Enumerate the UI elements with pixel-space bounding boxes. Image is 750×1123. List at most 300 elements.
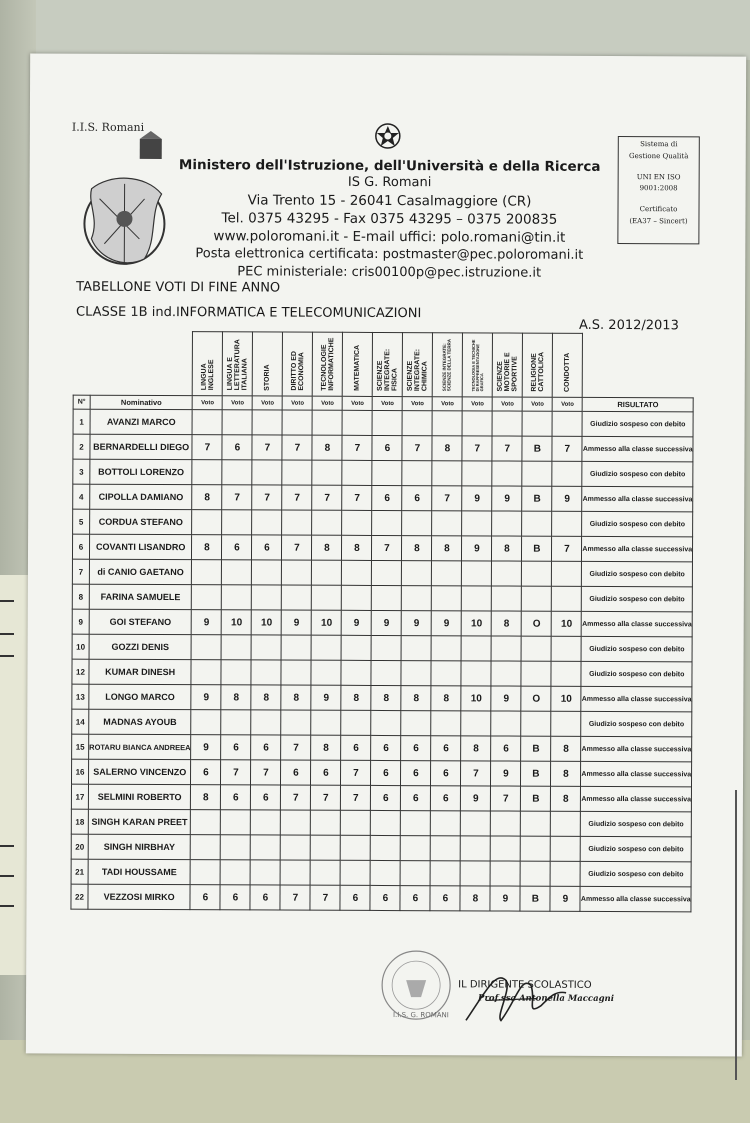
student-name: FARINA SAMUELE	[89, 584, 191, 609]
grade-cell	[431, 711, 461, 736]
grade-cell	[432, 411, 462, 436]
row-index: 5	[73, 509, 90, 534]
grade-cell	[372, 585, 402, 610]
subject-label: CONDOTTA	[563, 352, 572, 392]
grade-cell	[492, 561, 522, 586]
grade-cell: B	[521, 736, 551, 761]
grade-cell	[522, 411, 552, 436]
table-row	[71, 759, 691, 787]
grade-cell: 7	[432, 486, 462, 511]
signature-title: IL DIRIGENTE SCOLASTICO	[458, 979, 592, 991]
grade-cell	[192, 560, 222, 585]
grade-cell: 6	[222, 535, 252, 560]
row-index: 15	[72, 734, 89, 759]
table-row	[72, 559, 692, 587]
grade-cell	[252, 460, 282, 485]
grade-cell: 7	[221, 760, 251, 785]
grade-cell	[402, 461, 432, 486]
grade-cell	[311, 810, 341, 835]
grade-cell: 8	[492, 536, 522, 561]
result-cell: Giudizio sospeso con debito	[581, 711, 692, 736]
grades-table	[70, 331, 694, 913]
grade-cell	[401, 811, 431, 836]
grade-cell: 7	[341, 760, 371, 785]
subject-label: RELIGIONE CATTOLICA	[530, 351, 545, 392]
student-name: ROTARU BIANCA ANDREEA	[89, 734, 191, 759]
quality-line: Sistema di	[640, 140, 678, 149]
grade-cell	[520, 861, 550, 886]
grade-cell	[312, 510, 342, 535]
table-row	[73, 459, 693, 487]
grade-cell: 6	[431, 761, 461, 786]
grade-cell: 8	[461, 736, 491, 761]
grade-cell: 9	[461, 786, 491, 811]
subject-label: DIRITTO ED ECONOMIA	[290, 351, 305, 391]
grade-cell	[522, 511, 552, 536]
grade-cell	[341, 810, 371, 835]
grade-cell: 6	[371, 785, 401, 810]
grade-cell	[430, 861, 460, 886]
subject-header	[403, 333, 433, 397]
grade-cell: 7	[311, 785, 341, 810]
grade-cell: 6	[430, 886, 460, 911]
table-row	[71, 884, 691, 912]
grade-cell: 7	[252, 435, 282, 460]
grade-cell	[282, 460, 312, 485]
grade-cell	[252, 510, 282, 535]
grade-cell: O	[522, 611, 552, 636]
grade-cell	[402, 411, 432, 436]
result-cell: Giudizio sospeso con debito	[581, 636, 692, 661]
grade-cell: 10	[551, 686, 581, 711]
grade-cell: 9	[192, 610, 222, 635]
grade-cell	[222, 510, 252, 535]
grade-cell	[190, 860, 220, 885]
result-cell: Giudizio sospeso con debito	[581, 811, 692, 836]
grade-cell: 9	[491, 761, 521, 786]
grade-cell: 6	[341, 735, 371, 760]
grade-cell	[491, 811, 521, 836]
result-header: RISULTATO	[583, 397, 694, 411]
grade-cell	[461, 811, 491, 836]
voto-header: Voto	[373, 396, 403, 410]
result-cell: Giudizio sospeso con debito	[581, 836, 692, 861]
student-name: SINGH NIRBHAY	[88, 834, 190, 859]
table-row	[72, 584, 692, 612]
grade-cell	[371, 835, 401, 860]
grade-cell	[280, 860, 310, 885]
result-cell: Ammesso alla classe successiva	[581, 686, 692, 711]
grade-cell: 6	[400, 886, 430, 911]
grade-cell	[521, 811, 551, 836]
grade-cell	[491, 661, 521, 686]
table-row	[72, 659, 692, 687]
student-name: VEZZOSI MIRKO	[88, 884, 190, 909]
grade-cell	[492, 586, 522, 611]
grade-cell: 6	[401, 761, 431, 786]
grade-cell	[372, 510, 402, 535]
student-name: KUMAR DINESH	[89, 659, 191, 684]
grade-cell	[462, 561, 492, 586]
grade-cell: 8	[221, 685, 251, 710]
student-name: SALERNO VINCENZO	[88, 759, 190, 784]
result-cell: Ammesso alla classe successiva	[581, 761, 692, 786]
grade-cell	[252, 410, 282, 435]
quality-line: UNI EN ISO	[636, 172, 681, 181]
index-header: N°	[73, 395, 90, 409]
student-name: BERNARDELLI DIEGO	[90, 434, 192, 459]
grade-cell	[342, 585, 372, 610]
grade-cell	[312, 560, 342, 585]
grade-cell: 7	[281, 735, 311, 760]
row-index: 14	[72, 709, 89, 734]
grade-cell: 6	[250, 885, 280, 910]
grade-cell	[462, 586, 492, 611]
grade-cell	[250, 860, 280, 885]
row-index: 8	[72, 584, 89, 609]
quality-certification-box	[617, 136, 699, 244]
school-web: www.poloromani.it - E-mail uffici: polo.romani@tin.it	[213, 228, 566, 246]
voto-header: Voto	[343, 396, 373, 410]
grade-cell	[462, 511, 492, 536]
grade-cell	[191, 660, 221, 685]
grade-cell: 6	[431, 786, 461, 811]
grade-cell: 9	[311, 685, 341, 710]
grade-cell: 8	[342, 535, 372, 560]
grade-cell	[281, 635, 311, 660]
grade-cell	[221, 635, 251, 660]
grade-cell	[521, 711, 551, 736]
grade-cell	[431, 836, 461, 861]
table-row	[71, 834, 691, 862]
row-index: 6	[72, 534, 89, 559]
result-cell: Giudizio sospeso con debito	[582, 411, 693, 436]
grade-cell	[400, 861, 430, 886]
subject-label: TECNOLOGIE INFORMATICHE	[320, 337, 335, 391]
grade-cell: 9	[191, 735, 221, 760]
grade-cell: 7	[461, 761, 491, 786]
wall-background-top	[0, 0, 750, 60]
table-row	[72, 684, 692, 712]
grade-cell: 7	[341, 785, 371, 810]
row-index: 22	[71, 884, 88, 909]
republic-emblem-icon	[373, 120, 403, 152]
grade-cell	[432, 586, 462, 611]
voto-header: Voto	[523, 397, 553, 411]
row-index: 13	[72, 684, 89, 709]
grade-cell	[221, 710, 251, 735]
row-index: 17	[71, 784, 88, 809]
student-name: BOTTOLI LORENZO	[90, 459, 192, 484]
quality-line: Gestione Qualità	[629, 151, 689, 161]
subject-header	[373, 332, 403, 396]
result-cell: Ammesso alla classe successiva	[582, 611, 693, 636]
grade-cell	[552, 461, 582, 486]
voto-header: Voto	[433, 397, 463, 411]
grade-cell	[492, 511, 522, 536]
grade-cell: 7	[222, 485, 252, 510]
result-cell: Giudizio sospeso con debito	[580, 861, 691, 886]
row-index: 7	[72, 559, 89, 584]
grade-cell: B	[522, 436, 552, 461]
grade-cell	[192, 585, 222, 610]
result-cell: Ammesso alla classe successiva	[582, 436, 693, 461]
row-index: 21	[71, 859, 88, 884]
grade-cell: 7	[310, 885, 340, 910]
grade-cell	[550, 861, 580, 886]
grade-cell	[282, 585, 312, 610]
grade-cell: 7	[342, 485, 372, 510]
grade-cell	[462, 411, 492, 436]
document-sheet	[26, 53, 746, 1056]
row-index: 16	[71, 759, 88, 784]
grade-cell: 9	[372, 610, 402, 635]
row-index: 10	[72, 634, 89, 659]
grade-cell	[371, 710, 401, 735]
subject-header	[433, 333, 463, 397]
subject-label: SCIENZE INTEGRATE: SCIENZE DELLA TERRA	[441, 338, 452, 392]
grade-cell: 7	[492, 436, 522, 461]
grade-cell	[251, 810, 281, 835]
grade-cell	[311, 635, 341, 660]
table-row	[73, 509, 693, 537]
grade-cell	[490, 861, 520, 886]
grade-cell: 7	[282, 485, 312, 510]
grade-cell	[432, 561, 462, 586]
grade-cell: 7	[552, 536, 582, 561]
grade-cell: 8	[192, 485, 222, 510]
grade-cell	[552, 511, 582, 536]
grade-cell	[522, 561, 552, 586]
grade-cell	[371, 810, 401, 835]
name-header: Nominativo	[90, 395, 192, 409]
grade-cell	[221, 660, 251, 685]
grade-cell	[551, 711, 581, 736]
grade-cell	[552, 411, 582, 436]
signature-name: Prof.ssa Antonella Maccagni	[478, 993, 614, 1004]
grade-cell	[402, 561, 432, 586]
grade-cell: 8	[311, 735, 341, 760]
grade-cell	[491, 711, 521, 736]
grade-cell: 8	[551, 786, 581, 811]
grade-cell: 6	[371, 760, 401, 785]
grade-cell	[191, 635, 221, 660]
grade-cell	[551, 836, 581, 861]
grade-cell	[401, 661, 431, 686]
voto-header: Voto	[193, 396, 223, 410]
grade-cell: 9	[191, 685, 221, 710]
grade-cell: 9	[282, 610, 312, 635]
result-cell: Ammesso alla classe successiva	[581, 736, 692, 761]
grade-cell: 8	[492, 611, 522, 636]
grade-cell: B	[522, 486, 552, 511]
table-row	[73, 484, 693, 512]
row-index: 4	[73, 484, 90, 509]
row-index: 20	[71, 834, 88, 859]
grade-cell: 10	[222, 610, 252, 635]
grade-cell	[432, 461, 462, 486]
grade-cell	[491, 636, 521, 661]
grade-cell: 6	[252, 535, 282, 560]
ministry-name: Ministero dell'Istruzione, dell'Università e della Ricerca	[178, 157, 601, 175]
grade-cell	[311, 710, 341, 735]
voto-header: Voto	[283, 396, 313, 410]
grade-cell	[342, 460, 372, 485]
grade-cell: B	[520, 886, 550, 911]
grade-cell: B	[521, 761, 551, 786]
grade-cell	[372, 410, 402, 435]
grade-cell: 6	[372, 485, 402, 510]
grade-cell: 9	[462, 486, 492, 511]
grade-cell: 10	[461, 686, 491, 711]
grade-cell	[312, 460, 342, 485]
grade-cell	[522, 586, 552, 611]
grade-cell	[191, 710, 221, 735]
grade-cell	[551, 811, 581, 836]
grade-cell	[222, 460, 252, 485]
grade-cell	[521, 636, 551, 661]
grade-cell: 8	[312, 535, 342, 560]
grade-cell	[401, 636, 431, 661]
grade-cell: 6	[370, 885, 400, 910]
grade-cell	[341, 710, 371, 735]
grade-cell: 8	[312, 435, 342, 460]
grade-cell	[192, 410, 222, 435]
grade-cell	[492, 461, 522, 486]
grade-cell	[281, 710, 311, 735]
grade-cell: 6	[220, 885, 250, 910]
grade-cell	[342, 410, 372, 435]
grade-cell	[491, 836, 521, 861]
subject-label: SCIENZE INTEGRATE: FISICA	[376, 348, 399, 392]
school-pec: Posta elettronica certificata: postmaster@pec.poloromani.it	[195, 246, 584, 263]
grade-cell	[461, 636, 491, 661]
grade-cell	[402, 511, 432, 536]
table-row	[71, 859, 691, 887]
school-pec-ministeriale: PEC ministeriale: cris00100p@pec.istruzione.it	[237, 264, 542, 281]
grade-cell	[432, 511, 462, 536]
grade-cell	[402, 586, 432, 611]
grade-cell	[522, 461, 552, 486]
result-cell: Giudizio sospeso con debito	[582, 511, 693, 536]
grade-cell	[251, 635, 281, 660]
grade-cell	[341, 635, 371, 660]
grade-cell: 7	[462, 436, 492, 461]
grade-cell: 7	[281, 785, 311, 810]
grade-cell: 10	[552, 611, 582, 636]
grade-cell	[282, 560, 312, 585]
grade-cell	[371, 635, 401, 660]
grade-cell: 10	[462, 611, 492, 636]
page-edge-line	[735, 790, 737, 1080]
subject-label: LINGUA E LETTERATURA ITALIANA	[226, 339, 249, 391]
grade-cell	[221, 835, 251, 860]
result-cell: Ammesso alla classe successiva	[582, 536, 693, 561]
svg-text:I.I.S. G. ROMANI: I.I.S. G. ROMANI	[392, 1011, 449, 1020]
grade-cell	[191, 835, 221, 860]
grade-cell: 6	[221, 735, 251, 760]
school-address: Via Trento 15 - 26041 Casalmaggiore (CR)	[247, 192, 532, 210]
table-row	[73, 409, 693, 437]
grade-cell: 9	[462, 536, 492, 561]
voto-header: Voto	[553, 397, 583, 411]
grade-cell: 7	[252, 485, 282, 510]
grade-cell	[192, 510, 222, 535]
grade-cell	[191, 810, 221, 835]
grade-cell	[192, 460, 222, 485]
grade-cell: 6	[251, 785, 281, 810]
grade-cell: 7	[552, 436, 582, 461]
grade-cell: 8	[371, 685, 401, 710]
grade-cell: 6	[491, 736, 521, 761]
grade-cell: 7	[491, 786, 521, 811]
grade-cell: 7	[251, 760, 281, 785]
grade-cell	[220, 860, 250, 885]
grade-cell: 10	[312, 610, 342, 635]
grade-cell: 6	[371, 735, 401, 760]
subject-header-row	[73, 331, 693, 398]
subject-header	[313, 332, 343, 396]
grade-cell	[282, 410, 312, 435]
grade-cell: 6	[190, 885, 220, 910]
student-name: SINGH KARAN PREET	[88, 809, 190, 834]
grade-cell	[341, 835, 371, 860]
grade-cell: 7	[282, 535, 312, 560]
grade-cell: 8	[432, 436, 462, 461]
subject-label: STORIA	[263, 364, 272, 391]
grade-cell: 9	[550, 886, 580, 911]
grade-cell	[251, 835, 281, 860]
student-name: CIPOLLA DAMIANO	[90, 484, 192, 509]
grades-table-body	[71, 409, 693, 912]
result-cell: Giudizio sospeso con debito	[582, 586, 693, 611]
row-index: 3	[73, 459, 90, 484]
quality-line: (EA37 – Sincert)	[629, 216, 688, 226]
grade-cell: 7	[192, 435, 222, 460]
table-row	[72, 609, 692, 637]
table-corner	[73, 331, 193, 396]
grade-cell	[431, 636, 461, 661]
subject-label: TECNOLOGIA E TECNICHE DI RAPPRESENTAZIONE GRAFICA	[470, 339, 484, 392]
student-name: GOZZI DENIS	[89, 634, 191, 659]
grade-cell	[431, 811, 461, 836]
student-name: MADNAS AYOUB	[89, 709, 191, 734]
student-name: TADI HOUSSAME	[88, 859, 190, 884]
grade-cell	[552, 561, 582, 586]
row-index: 12	[72, 659, 89, 684]
grade-cell: 7	[402, 436, 432, 461]
subject-header	[193, 332, 223, 396]
grade-cell	[251, 660, 281, 685]
school-phones: Tel. 0375 43295 - Fax 0375 43295 – 0375 200835	[221, 210, 558, 228]
subject-label: LINGUA INGLESE	[200, 359, 215, 391]
grade-cell: 6	[251, 735, 281, 760]
grade-cell	[342, 560, 372, 585]
grade-cell: 8	[401, 686, 431, 711]
grade-cell	[221, 810, 251, 835]
voto-header: Voto	[403, 397, 433, 411]
table-row	[72, 534, 692, 562]
grade-cell	[461, 661, 491, 686]
grade-cell: 9	[492, 486, 522, 511]
grade-cell	[252, 585, 282, 610]
grade-cell	[342, 510, 372, 535]
voto-header: Voto	[493, 397, 523, 411]
school-logo-text: I.I.S. Romani	[71, 120, 145, 134]
grade-cell: 7	[282, 435, 312, 460]
grade-cell: B	[522, 536, 552, 561]
grade-cell	[370, 860, 400, 885]
